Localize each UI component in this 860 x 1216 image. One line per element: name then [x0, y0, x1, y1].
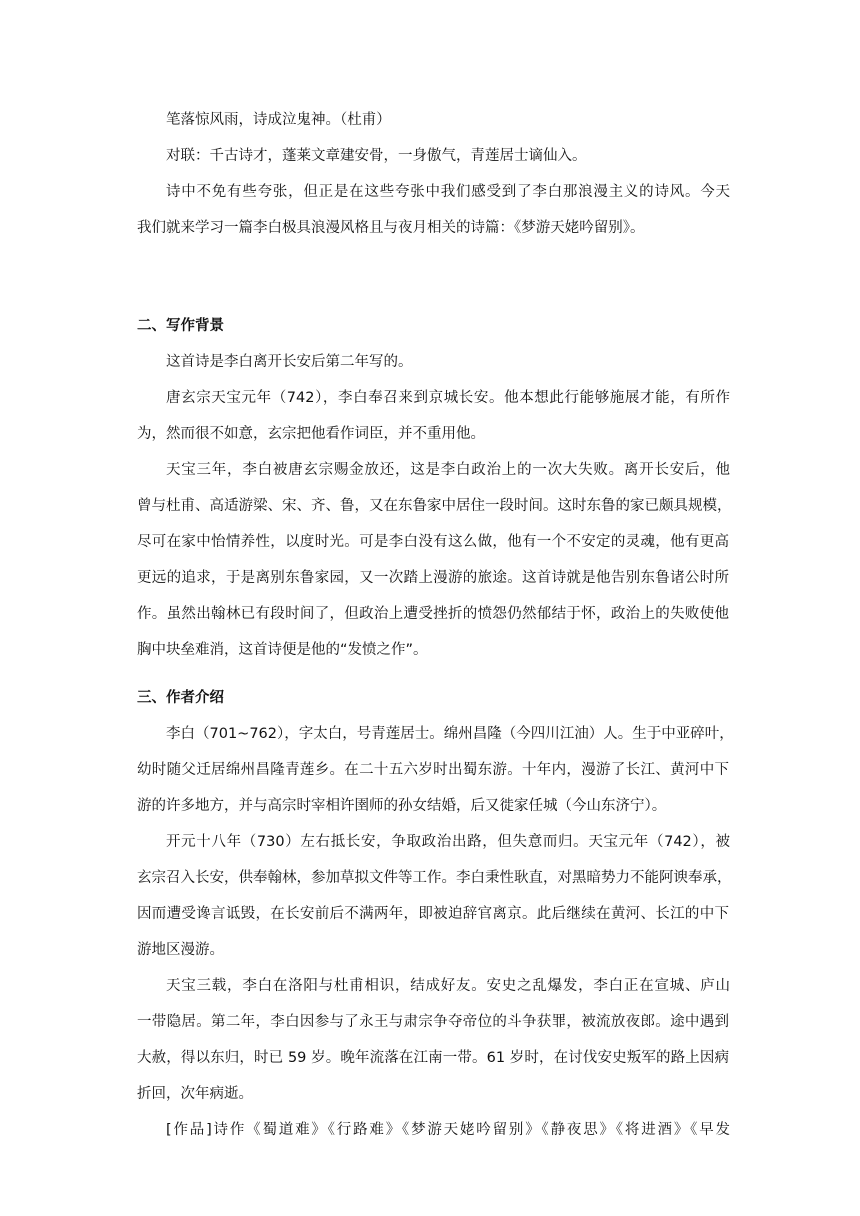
- author-paragraph-3-line-2: 一带隐居。第二年，李白因参与了永王与肃宗争夺帝位的斗争获罪，被流放夜郎。途中遇到: [137, 1014, 729, 1030]
- author-paragraph-3-line-4: 折回，次年病逝。: [137, 1086, 253, 1102]
- background-paragraph-1: 这首诗是李白离开长安后第二年写的。: [166, 354, 413, 370]
- author-paragraph-2-line-2: 玄宗召入长安，供奉翰林，参加草拟文件等工作。李白秉性耿直，对黑暗势力不能阿谀奉承，: [137, 870, 732, 886]
- background-paragraph-3-line-1: 天宝三年，李白被唐玄宗赐金放还，这是李白政治上的一次大失败。离开长安后，他: [166, 462, 730, 478]
- author-paragraph-1-line-1: 李白（701~762），字太白，号青莲居士。绵州昌隆（今四川江油）人。生于中亚碎叶，: [166, 726, 734, 742]
- author-paragraph-1-line-3: 游的许多地方，并与高宗时宰相许圉师的孙女结婚，后又徙家任城（今山东济宁）。: [137, 798, 667, 814]
- background-paragraph-3-line-3: 尽可在家中怡情养性，以度时光。可是李白没有这么做，他有一个不安定的灵魂，他有更高: [137, 534, 729, 550]
- author-paragraph-3-line-1: 天宝三载，李白在洛阳与杜甫相识，结成好友。安史之乱爆发，李白正在宣城、庐山: [166, 978, 730, 994]
- background-paragraph-3-line-5: 作。虽然出翰林已有段时间了，但政治上遭受挫折的愤怨仍然郁结于怀，政治上的失败使他: [137, 606, 729, 622]
- background-paragraph-3-line-6: 胸中块垒难消，这首诗便是他的“发愤之作”。: [137, 642, 428, 658]
- author-works-paragraph-line-1: [作品]诗作《蜀道难》《行路难》《梦游天姥吟留别》《静夜思》《将进酒》《早发: [166, 1122, 730, 1138]
- author-paragraph-2-line-1: 开元十八年（730）左右抵长安，争取政治出路，但失意而归。天宝元年（742），被: [166, 834, 730, 850]
- author-paragraph-2-line-4: 游地区漫游。: [137, 942, 224, 958]
- intro-paragraph-3-line-2: 我们就来学习一篇李白极具浪漫风格且与夜月相关的诗篇：《梦游天姥吟留别》。: [137, 220, 645, 236]
- section-heading-background: 二、写作背景: [137, 318, 224, 334]
- background-paragraph-2-line-1: 唐玄宗天宝元年（742），李白奉召来到京城长安。他本想此行能够施展才能，有所作: [166, 390, 730, 406]
- intro-paragraph-3-line-1: 诗中不免有些夸张，但正是在这些夸张中我们感受到了李白那浪漫主义的诗风。今天: [166, 184, 730, 200]
- section-heading-author: 三、作者介绍: [137, 690, 224, 706]
- background-paragraph-2-line-2: 为，然而很不如意，玄宗把他看作词臣，并不重用他。: [137, 426, 485, 442]
- author-paragraph-2-line-3: 因而遭受谗言诋毁，在长安前后不满两年，即被迫辞官离京。此后继续在黄河、长江的中下: [137, 906, 729, 922]
- background-paragraph-3-line-2: 曾与杜甫、高适游梁、宋、齐、鲁，又在东鲁家中居住一段时间。这时东鲁的家已颇具规模，: [137, 498, 732, 514]
- author-paragraph-1-line-2: 幼时随父迁居绵州昌隆青莲乡。在二十五六岁时出蜀东游。十年内，漫游了长江、黄河中下: [137, 762, 729, 778]
- intro-paragraph-1: 笔落惊风雨，诗成泣鬼神。（杜甫）: [166, 112, 391, 128]
- author-paragraph-3-line-3: 大赦，得以东归，时已 59 岁。晚年流落在江南一带。61 岁时，在讨伐安史叛军的路上因病: [137, 1050, 729, 1066]
- background-paragraph-3-line-4: 更远的追求，于是离别东鲁家园，又一次踏上漫游的旅途。这首诗就是他告别东鲁诸公时所: [137, 570, 729, 586]
- intro-paragraph-2: 对联：千古诗才，蓬莱文章建安骨，一身傲气，青莲居士谪仙入。: [166, 148, 587, 164]
